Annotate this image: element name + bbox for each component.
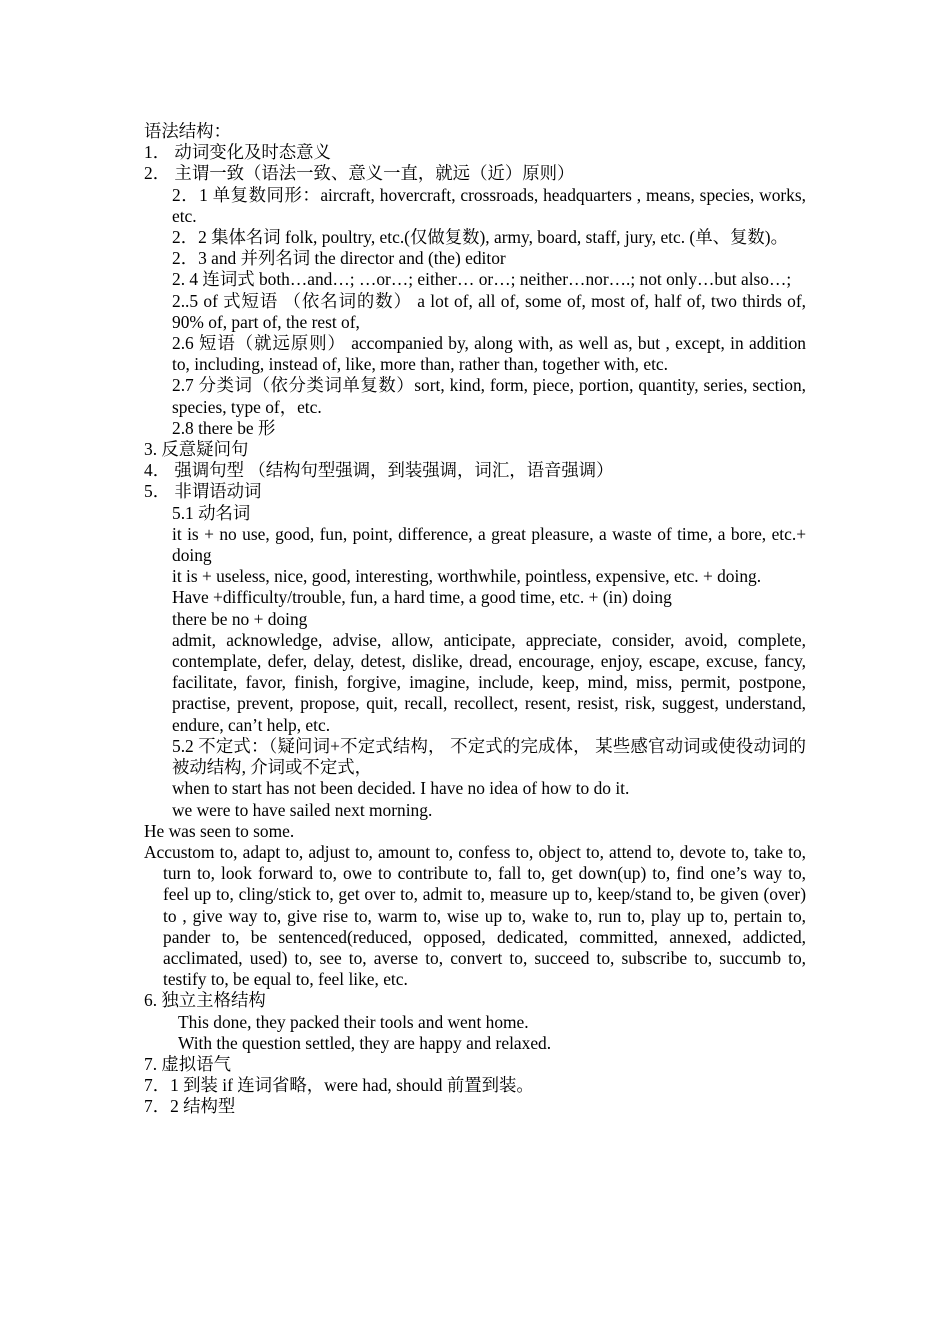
infinitive-example-2: we were to have sailed next morning.	[172, 799, 433, 820]
infinitive-example-3: He was seen to some.	[144, 820, 295, 841]
list-item-7: 7. 虚拟语气	[144, 1053, 231, 1074]
gerund-verb-list: admit, acknowledge, advise, allow, anticipate, appreciate, consider, avoid, complete, contemplate, defer, delay, detest, dislike, dread, encourage, enjoy, escape, excuse, fancy, facilitate, favor, finish, forgive, imagine, include, keep, mind, miss, permit, postpone, practise, prevent, propose, quit, recall, recollect, resent, resist, risk, suggest, understand, endure, can’t help, etc.	[172, 629, 806, 735]
sub-item-7-2: 7．2 结构型	[144, 1096, 236, 1117]
list-item-2: 2． 主谓一致（语法一致、意义一直，就远（近）原则）	[144, 163, 575, 184]
gerund-pattern-3: Have +difficulty/trouble, fun, a hard time, a good time, etc. + (in) doing	[172, 587, 672, 608]
sub-item-2-2: 2．2 集体名词 folk, poultry, etc.(仅做复数), army, board, staff, jury, etc. (单、复数)。	[172, 227, 788, 248]
sub-item-2-3: 2．3 and 并列名词 the director and (the) editor	[172, 248, 506, 269]
sub-item-2-6: 2.6 短语（就远原则） accompanied by, along with, as well as, but , except, in addition to, including, instead of, like, more than, rather than, together with, etc.	[172, 333, 806, 375]
absolute-example-2: With the question settled, they are happy and relaxed.	[178, 1032, 552, 1053]
gerund-pattern-1: it is + no use, good, fun, point, difference, a great pleasure, a waste of time, a bore, etc.+ doing	[172, 523, 806, 566]
list-item-5: 5． 非谓语动词	[144, 481, 262, 502]
heading: 语法结构：	[144, 121, 231, 141]
infinitive-example-1: when to start has not been decided. I have no idea of how to do it.	[172, 778, 630, 799]
sub-item-7-1: 7．1 到装 if 连词省略，were had, should 前置到装。	[144, 1075, 534, 1096]
list-item-4: 4． 强调句型 （结构句型强调，到装强调，词汇，语音强调）	[144, 460, 614, 481]
to-phrase-list: Accustom to, adapt to, adjust to, amount to, confess to, object to, attend to, devote to, take to, turn to, look forward to, owe to contribute to, fall to, get down(up) to, find one’s way to, feel up to, cling/stick to, get over to, admit to, measure up to, keep/stand to, be given (over) to , give way to, give rise to, warm to, wise up to, wake to, run to, play up to, pertain to, pander to, be sentenced(reduced, opposed, dedicated, committed, annexed, addicted, acclimated, used) to, see to, averse to, convert to, succeed to, subscribe to, succumb to, testify to, be equal to, feel like, etc.	[144, 841, 806, 990]
list-item-3: 3. 反意疑问句	[144, 439, 249, 460]
list-item-1: 1． 动词变化及时态意义	[144, 142, 331, 163]
gerund-pattern-4: there be no + doing	[172, 608, 308, 629]
sub-item-5-1: 5.1 动名词	[172, 502, 251, 523]
document-body	[144, 121, 806, 1118]
sub-item-2-5: 2..5 of 式短语 （依名词的数） a lot of, all of, some of, most of, half of, two thirds of, 90% of, part of, the rest of,	[172, 290, 806, 332]
sub-item-2-7: 2.7 分类词（依分类词单复数）sort, kind, form, piece, portion, quantity, series, section, species, type of，etc.	[172, 375, 806, 417]
sub-item-2-1: 2．1 单复数同形：aircraft, hovercraft, crossroads, headquarters , means, species, works, etc.	[172, 184, 806, 226]
sub-item-5-2: 5.2 不定式：（疑问词+不定式结构， 不定式的完成体， 某些感官动词或使役动词的被动结构, 介词或不定式，	[172, 735, 806, 778]
gerund-pattern-2: it is + useless, nice, good, interesting, worthwhile, pointless, expensive, etc. + doing.	[172, 566, 762, 587]
list-item-6: 6. 独立主格结构	[144, 990, 266, 1011]
sub-item-2-4: 2. 4 连词式 both…and…; …or…; either… or…; neither…nor….; not only…but also…;	[172, 269, 792, 290]
absolute-example-1: This done, they packed their tools and went home.	[178, 1011, 529, 1032]
sub-item-2-8: 2.8 there be 形	[172, 417, 276, 438]
